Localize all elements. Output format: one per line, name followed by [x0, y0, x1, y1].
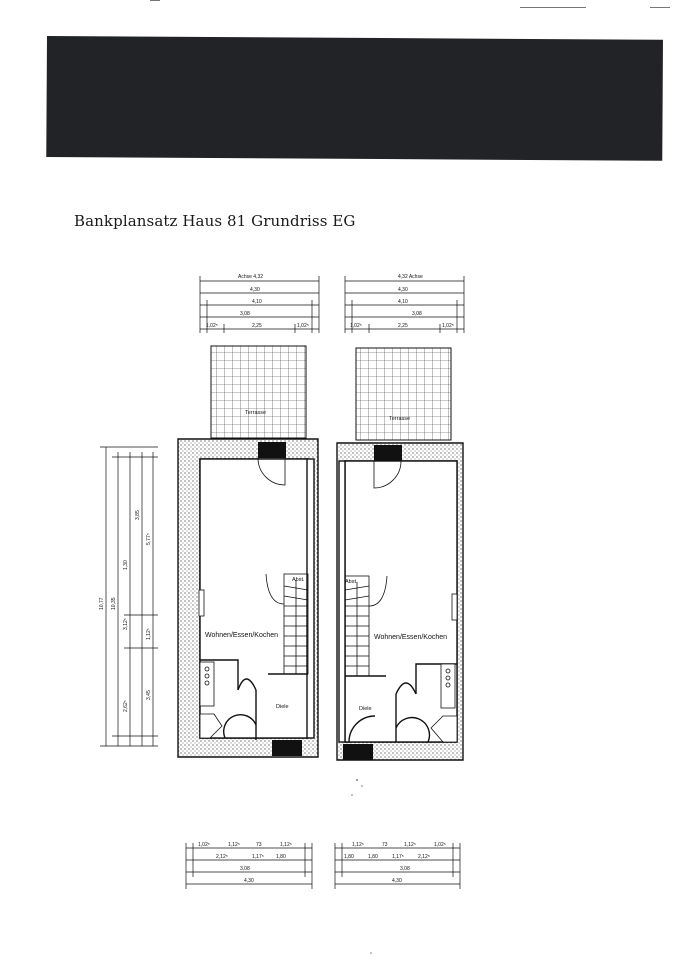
- left-bdim-9: 4,30: [244, 878, 254, 884]
- right-bdim-2: 73: [382, 842, 388, 848]
- right-dim-total: 4,30: [398, 287, 408, 293]
- left-dim-axis: Achse 4,32: [238, 274, 264, 280]
- left-bdim-7: 1,80: [276, 854, 286, 860]
- left-entrance-door: [272, 740, 302, 756]
- right-living-label: Wohnen/Essen/Kochen: [374, 634, 448, 641]
- right-interior: [345, 461, 457, 742]
- right-bdim-3: 1,12⁵: [404, 842, 416, 848]
- left-dim-seg1: 1,02⁵: [206, 323, 218, 329]
- left-dim-mid: 3,12⁵: [123, 618, 129, 630]
- left-plan: [99, 274, 319, 889]
- left-dim-total: 4,30: [250, 287, 260, 293]
- right-dim-seg3: 1,02⁵: [442, 323, 454, 329]
- left-interior: [200, 459, 308, 738]
- left-dim-lower2: 3,45: [146, 690, 152, 700]
- right-terrace-door: [374, 445, 402, 461]
- right-bdim-4: 1,02⁵: [434, 842, 446, 848]
- left-hall-label: Diele: [276, 704, 289, 710]
- right-hall-label: Diele: [359, 706, 372, 712]
- right-plan: [335, 274, 464, 889]
- right-dim-seg2: 2,25: [398, 323, 408, 329]
- right-terrace-tiles: [356, 348, 451, 440]
- right-terrace-label: Terrasse: [389, 416, 411, 422]
- left-dim-sub: 3,08: [240, 311, 250, 317]
- left-dim-mid-a: 1,30: [123, 560, 129, 570]
- right-bdim-7: 1,17⁵: [392, 854, 404, 860]
- left-dim-lower: 2,62⁵: [123, 700, 129, 712]
- left-terrace-door: [258, 442, 286, 458]
- right-window: [452, 594, 457, 620]
- left-dim-upper: 3,85: [135, 510, 141, 520]
- right-storage-label: Abst.: [345, 579, 358, 585]
- right-bdim-5: 1,80: [344, 854, 354, 860]
- left-bdim-3: 73: [256, 842, 262, 848]
- left-dim-upper2: 5,77⁵: [146, 533, 152, 545]
- left-bdim-5: 2,12⁵: [216, 854, 228, 860]
- left-dim-depth-outer: 10,77: [99, 597, 105, 610]
- right-dim-sub: 3,08: [412, 311, 422, 317]
- left-bdim-4: 1,12⁵: [280, 842, 292, 848]
- left-dim-seg3: 1,02⁵: [297, 323, 309, 329]
- left-bdim-2: 1,12⁵: [228, 842, 240, 848]
- left-dim-mid2: 1,12⁵: [146, 628, 152, 640]
- right-dim-seg1: 1,02⁵: [350, 323, 362, 329]
- left-bdim-6: 1,17⁵: [252, 854, 264, 860]
- page-title: Bankplansatz Haus 81 Grundriss EG: [74, 212, 356, 230]
- left-bdim-1: 1,02⁵: [198, 842, 210, 848]
- left-storage-label: Abst.: [292, 577, 305, 583]
- right-bdim-9: 3,08: [400, 866, 410, 872]
- left-bdim-8: 3,08: [240, 866, 250, 872]
- left-side-dimensions: [100, 447, 158, 746]
- left-dim-inner: 4,10: [252, 299, 262, 305]
- left-terrace-tiles: [211, 346, 306, 438]
- left-window: [199, 590, 204, 616]
- left-living-label: Wohnen/Essen/Kochen: [205, 632, 279, 639]
- right-dim-axis: 4,32 Achse: [398, 274, 423, 280]
- right-bdim-10: 4,30: [392, 878, 402, 884]
- right-entrance-door: [343, 744, 373, 760]
- right-bdim-1: 1,12⁵: [352, 842, 364, 848]
- left-dim-depth-inner: 10,35: [111, 597, 117, 610]
- right-bdim-8: 2,12⁵: [418, 854, 430, 860]
- right-dim-inner: 4,10: [398, 299, 408, 305]
- left-dim-seg2: 2,25: [252, 323, 262, 329]
- left-terrace-label: Terrasse: [245, 410, 267, 416]
- right-bdim-6: 1,80: [368, 854, 378, 860]
